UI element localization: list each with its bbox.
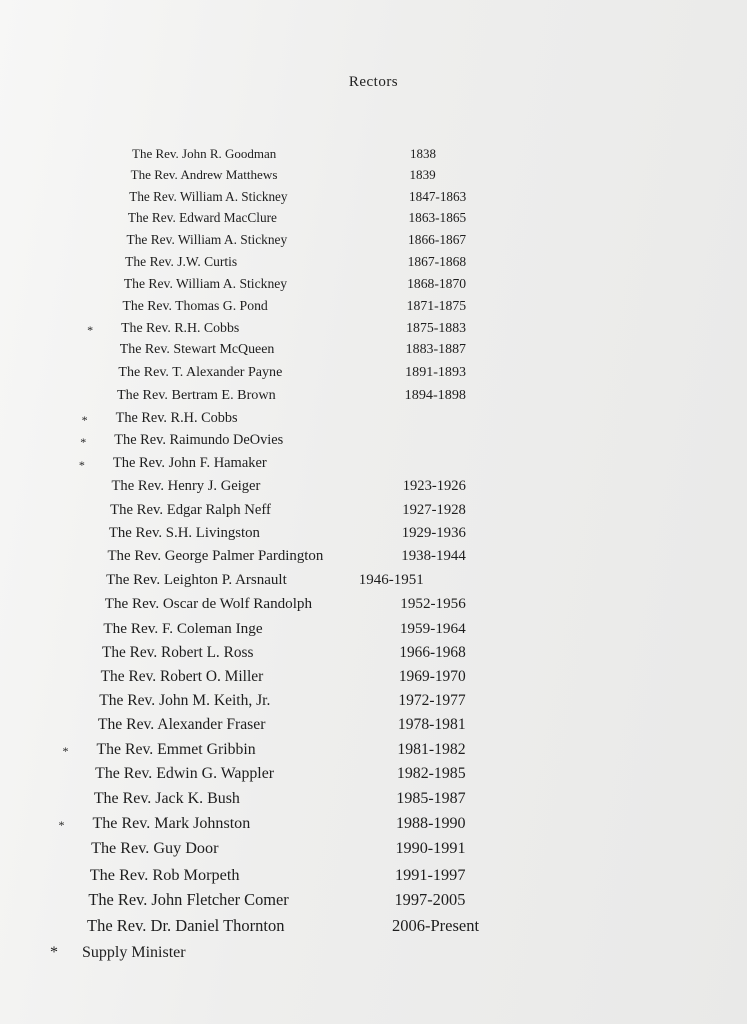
rector-years: 1997-2005 (394, 890, 466, 910)
rector-name: The Rev. William A. Stickney (126, 231, 288, 247)
rector-name: The Rev. Jack K. Bush (93, 789, 240, 807)
rector-years: 1946-1951 (358, 572, 424, 588)
rector-row (0, 232, 747, 256)
rector-row (0, 765, 747, 789)
rector-name: The Rev. William A. Stickney (123, 275, 288, 291)
rector-years: 1923-1926 (402, 478, 466, 495)
supply-marker: * (62, 743, 69, 758)
rector-row (0, 716, 747, 740)
rector-name: The Rev. Edwin G. Wappler (95, 765, 275, 783)
rector-row (0, 916, 747, 940)
supply-marker: * (80, 435, 87, 450)
supply-marker: * (87, 322, 94, 337)
rector-row (0, 478, 747, 502)
rector-name: The Rev. F. Coleman Inge (103, 619, 263, 637)
rector-years: 2006-Present (392, 915, 480, 935)
rector-row (0, 692, 747, 716)
footnote-marker: * (50, 944, 58, 961)
rector-row (0, 890, 747, 914)
rector-row (0, 865, 747, 889)
rector-name: The Rev. T. Alexander Payne (118, 364, 283, 381)
rector-name: The Rev. Alexander Fraser (97, 716, 266, 734)
rector-years: 1991-1997 (394, 864, 466, 884)
rector-years: 1883-1887 (405, 342, 467, 357)
rector-row (0, 342, 747, 366)
supply-marker: * (81, 412, 88, 427)
rector-row (0, 364, 747, 388)
rector-row (0, 320, 747, 344)
rector-years: 1875-1883 (406, 319, 467, 335)
rector-row (0, 815, 747, 839)
rector-name: The Rev. R.H. Cobbs (115, 409, 238, 426)
rector-years: 1972-1977 (398, 691, 466, 709)
rector-row (0, 596, 747, 620)
rector-row (0, 668, 747, 692)
rector-years: 1891-1893 (405, 364, 467, 381)
rector-name: The Rev. John Fletcher Comer (88, 890, 289, 910)
rector-name: The Rev. Thomas G. Pond (122, 297, 268, 313)
rector-years: 1838 (410, 146, 436, 161)
rector-row (0, 790, 747, 814)
rector-row (0, 525, 747, 549)
rector-name: The Rev. Oscar de Wolf Randolph (104, 595, 313, 612)
rector-years: 1863-1865 (408, 210, 467, 226)
rector-row (0, 189, 747, 213)
rector-name: The Rev. Dr. Daniel Thornton (87, 915, 285, 935)
rector-name: The Rev. Bertram E. Brown (117, 386, 276, 403)
rector-name: The Rev. Rob Morpeth (89, 864, 240, 884)
rectors-list (0, 146, 747, 936)
rector-years: 1952-1956 (400, 595, 466, 612)
rector-row (0, 502, 747, 526)
rector-row (0, 276, 747, 300)
rector-row (0, 644, 747, 668)
rector-years: 1985-1987 (396, 789, 466, 807)
rector-name: The Rev. Edgar Ralph Neff (110, 501, 271, 518)
rector-row (0, 254, 747, 278)
rector-row (0, 620, 747, 644)
footnote-text: Supply Minister (82, 944, 186, 961)
rector-years: 1927-1928 (402, 501, 466, 518)
rector-years: 1969-1970 (398, 667, 466, 685)
rector-name: The Rev. John M. Keith, Jr. (99, 691, 271, 709)
rector-name: The Rev. Robert L. Ross (102, 643, 254, 661)
rector-row (0, 167, 747, 191)
rector-years: 1894-1898 (404, 386, 466, 403)
rector-name: The Rev. Emmet Gribbin (96, 740, 256, 758)
rector-years: 1938-1944 (401, 548, 466, 565)
rector-name: The Rev. John F. Hamaker (112, 455, 267, 472)
rector-name: The Rev. Guy Door (91, 839, 219, 857)
rector-name: The Rev. R.H. Cobbs (121, 319, 240, 335)
rector-name: The Rev. Edward MacClure (127, 210, 277, 226)
rector-row (0, 741, 747, 765)
rector-row (0, 210, 747, 234)
rector-row (0, 455, 747, 479)
rector-row (0, 572, 747, 596)
rector-name: The Rev. Robert O. Miller (100, 667, 264, 685)
rector-row (0, 432, 747, 456)
rector-name: The Rev. Stewart McQueen (119, 342, 275, 357)
rector-name: The Rev. Mark Johnston (92, 814, 251, 832)
supply-marker: * (78, 458, 85, 473)
rector-name: The Rev. Leighton P. Arsnault (106, 572, 287, 588)
rector-row (0, 548, 747, 572)
page-title: Rectors (348, 74, 399, 90)
rector-name: The Rev. Raimundo DeOvies (114, 432, 284, 449)
rector-years: 1978-1981 (397, 716, 466, 734)
supply-marker: * (58, 817, 65, 832)
rector-name: The Rev. Andrew Matthews (130, 167, 278, 183)
rector-name: The Rev. John R. Goodman (132, 146, 277, 161)
rector-years: 1959-1964 (399, 619, 466, 637)
rector-years: 1982-1985 (396, 765, 466, 783)
rector-years: 1847-1863 (409, 188, 467, 204)
rector-years: 1988-1990 (395, 814, 466, 832)
rector-years: 1867-1868 (407, 253, 467, 269)
rector-row (0, 387, 747, 411)
rector-years: 1981-1982 (397, 740, 466, 758)
rector-row (0, 298, 747, 322)
rector-years: 1866-1867 (408, 231, 467, 247)
rector-years: 1868-1870 (407, 275, 467, 291)
rector-name: The Rev. William A. Stickney (129, 188, 288, 204)
rector-name: The Rev. George Palmer Pardington (107, 548, 324, 565)
rector-row (0, 410, 747, 434)
rector-name: The Rev. S.H. Livingston (108, 524, 260, 541)
rector-row (0, 840, 747, 864)
rector-name: The Rev. Henry J. Geiger (111, 478, 261, 495)
rector-years: 1839 (409, 167, 436, 183)
rector-years: 1871-1875 (406, 297, 467, 313)
rector-name: The Rev. J.W. Curtis (125, 253, 238, 269)
rector-years: 1990-1991 (395, 839, 466, 857)
rector-years: 1966-1968 (399, 643, 466, 661)
rector-years: 1929-1936 (401, 524, 466, 541)
